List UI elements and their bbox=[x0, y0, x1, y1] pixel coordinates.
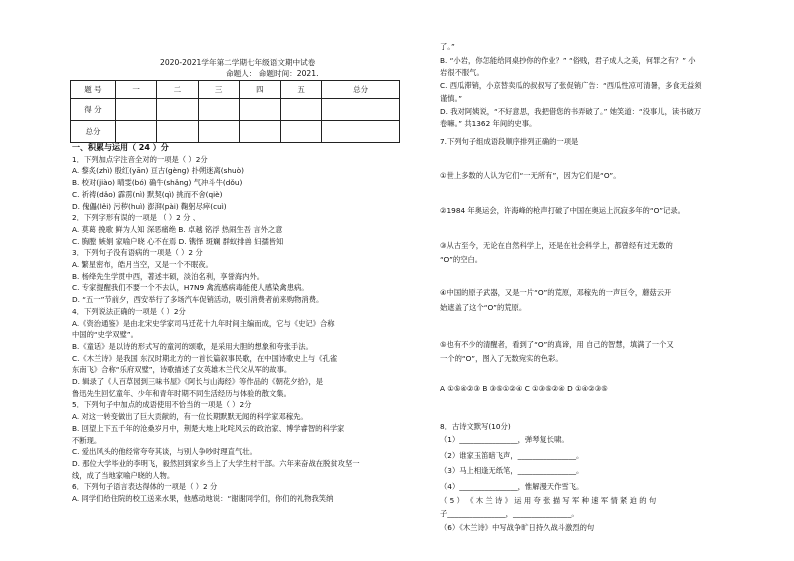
right-text-line: 谨慎。” bbox=[440, 94, 463, 103]
left-text-line: B. 校对(jiào) 晴雯(bó) 确牛(shǎng) 气冲斗牛(dǒu) bbox=[72, 178, 243, 188]
right-text-line: ①世上多数的人认为它们“一无所有”，因为它们是“O”。 bbox=[440, 171, 621, 180]
right-text-line: （2）谁家玉笛暗飞声，________________。 bbox=[440, 451, 584, 460]
right-text-line: D. 我对阿姨说，“不好意思，我把借您的书弄破了。” 她笑道：“没事儿，读书破万 bbox=[440, 107, 702, 116]
left-text-line: B. 回望上下五千年的沧桑岁月中，荆楚大地上叱咤风云的政治家、博学睿智的科学家 bbox=[72, 423, 345, 433]
right-text-line: B. “小岩，你怎能给同桌抄你的作业？” “俗贱，君子成人之美，何罪之有？” 小 bbox=[440, 56, 696, 65]
left-text-line: A. 繁星密布，皓月当空，又是一个不眠夜。 bbox=[72, 260, 213, 269]
score-row-label: 得 分 bbox=[71, 99, 116, 121]
table-header-cell: 总分 bbox=[322, 81, 400, 99]
table-header-cell: 五 bbox=[281, 81, 322, 99]
exam-subtitle: 命题人： 命题时间：2021. bbox=[226, 69, 319, 78]
right-text-line: 一个的“O”，图入了无数宛实的色彩。 bbox=[440, 354, 563, 363]
left-text-line: A. 对这一转变做出了巨大贡献的，有一位长期默默无闻的科学家邓稼先。 bbox=[72, 412, 308, 422]
left-text-line: 6．下列句子语言表达得体的一项是（ ）2 分 bbox=[72, 482, 218, 492]
table-header-cell: 三 bbox=[198, 81, 239, 99]
right-text-line: 卷嘛。” 共1362 年间的史事。 bbox=[440, 119, 537, 128]
right-text-line: ④中国的原子武器，又是一片“O”的荒原，邓稼先的一声巨令，蘑菇云开 bbox=[440, 288, 672, 297]
left-text-line: 1．下列加点字注音全对的一项是（ ）2分 bbox=[72, 154, 208, 164]
left-text-line: A. 黎炙(zhì) 殷红(yān) 亘古(gèng) 扑朔迷离(shuò) bbox=[72, 166, 244, 176]
left-text-line: C. 专家提醒我们不要一个不去认，H7N9 禽流感病毒能使人感染禽患病。 bbox=[72, 283, 309, 293]
right-text-line: A ①⑤④②③ B ③⑤①②④ C ①③⑤②④ D ①④②③⑤ bbox=[440, 384, 608, 393]
left-text-line: C. 祈祷(dǎo) 霹雳(nì) 默契(qì) 挑而不舍(qiè) bbox=[72, 189, 223, 199]
table-header-cell: 二 bbox=[157, 81, 198, 99]
right-text-line: （6）《木兰诗》中写战争旷日持久战斗激烈的句 bbox=[440, 523, 595, 532]
left-text-line: 线，成了当地家喻户晓的人物。 bbox=[72, 470, 175, 480]
left-text-line: B. 杨绛先生学贯中西，著述丰硕，淡泊名利，享誉海内外。 bbox=[72, 271, 265, 281]
right-text-line: （1）________________，弹琴复长啸。 bbox=[440, 435, 569, 444]
left-text-line: 一、积累与运用（ 24 ）分 bbox=[72, 143, 169, 152]
table-header-cell: 四 bbox=[239, 81, 280, 99]
left-text-line: C.《木兰诗》是我国 东汉时期北方的一首长篇叙事民歌，在中国诗歌史上与《孔雀 bbox=[72, 353, 338, 363]
left-text-line: 鲁迅先生回忆童年、少年和青年时期不同生活经历与体验的散文集。 bbox=[72, 388, 291, 398]
left-text-line: D. 辑录了《人百草园到三味书屋》《阿长与山海经》等作品的《朝花夕拾》，是 bbox=[72, 377, 324, 386]
left-text-line: A. 同学们给住院的校工送来水果，他感动地说：“谢谢同学们，你们的礼物我笑纳 bbox=[72, 494, 334, 503]
left-text-line: 不断现。 bbox=[72, 435, 102, 445]
right-text-line: 子________________，________________。 bbox=[440, 509, 579, 518]
right-text-line: 岩很不服气。 bbox=[440, 68, 484, 77]
right-text-line: “O”的空白。 bbox=[440, 255, 483, 264]
left-text-line: D. “五一”节前夕，西安举行了多场汽车促销活动，吸引消费者前来购物消费。 bbox=[72, 295, 324, 305]
left-text-line: 3．下列句子没有语病的一项是（ ）2 分 bbox=[72, 248, 203, 258]
right-text-line: ③从古至今，无论在自然科学上，还是在社会科学上，都曾经有过无数的 bbox=[440, 241, 673, 250]
right-text-line: （3）马上相逢无纸笔，________________。 bbox=[440, 466, 584, 475]
right-text-line: 始遮盖了这个“O”的荒原。 bbox=[440, 303, 527, 312]
right-text-line: （4）________________，惟解漫天作雪飞。 bbox=[440, 482, 584, 491]
left-text-line: A.《资治通鉴》是由北宋史学家司马迁花十九年时间主编而成，它与《史记》合称 bbox=[72, 318, 335, 328]
right-text-line: C. 西瓜滞销，小京替卖瓜的叔叔写了张促销广告：“西瓜性凉可清暑，多食无益须 bbox=[440, 81, 702, 90]
left-text-line: 东南飞》合称“乐府双璧”，诗歌描述了女英雄木兰代父从军的故事。 bbox=[72, 365, 292, 375]
left-text-line: C. 爱出风头的他经常夸夸其谈，与别人争吵时理直气壮。 bbox=[72, 447, 257, 457]
left-text-line: 中国的“史学双璧”。 bbox=[72, 330, 138, 340]
right-text-line: （ 5 ） 《 木 兰 诗 》 运 用 夸 张 描 写 军 种 速 军 情 紧 迫 的 句 bbox=[440, 496, 657, 505]
table-header-cell: 一 bbox=[116, 81, 157, 99]
left-text-line: D. 那位大学毕业的李明飞，毅然回到家乡当上了大学生村干部。六年来奋战在脱贫攻坚一 bbox=[72, 458, 360, 468]
left-text-line: A. 莫葛 挽歌 鲜为人知 深恶痛绝 B. 卓越 铭浮 热闹生吾 言外之意 bbox=[72, 224, 283, 234]
exam-title: 2020-2021学年第二学期七年级语文期中试卷 bbox=[160, 58, 316, 67]
left-text-line: C. 胸膛 嫉娟 家喻户晓 心不在焉 D. 镌怿 斑斓 群蚁排兽 妇孺皆知 bbox=[72, 236, 284, 246]
left-column bbox=[72, 0, 400, 561]
left-text-line: B.《童话》是以诗的形式写的童河的颂歌，是采用大胆的想象和夸张手法。 bbox=[72, 341, 313, 351]
right-text-line: ⑤也有不少的清醒者，看到了“O”的真谛，用 自己的智慧，填满了一个又 bbox=[440, 340, 674, 349]
right-text-line: 7.下列句子组成语段顺序排列正确的一项是 bbox=[440, 137, 579, 146]
table-header-cell: 题 号 bbox=[71, 81, 116, 99]
total-row-label: 总分 bbox=[71, 121, 116, 143]
left-text-line: D. 傀儡(lěi) 污秽(huì) 澎湃(pài) 鞠躬尽瘁(cuì) bbox=[72, 201, 227, 211]
left-text-line: 5．下列句子中加点的成语使用不恰当的一项是（ ）2分 bbox=[72, 400, 252, 410]
left-text-line: 2．下列字形有误的一项是 （ ）2 分 、 bbox=[72, 213, 201, 223]
right-text-line: 8．古诗文默写(10分) bbox=[440, 422, 511, 431]
right-text-line: ②1984 年奥运会，许海峰的枪声打破了中国在奥运上沉寂多年的“O”记录。 bbox=[440, 206, 685, 215]
right-text-line: 了。” bbox=[440, 42, 455, 51]
right-column bbox=[440, 0, 770, 561]
left-text-line: 4．下列说法正确的一项是（ ）2分 bbox=[72, 306, 186, 316]
